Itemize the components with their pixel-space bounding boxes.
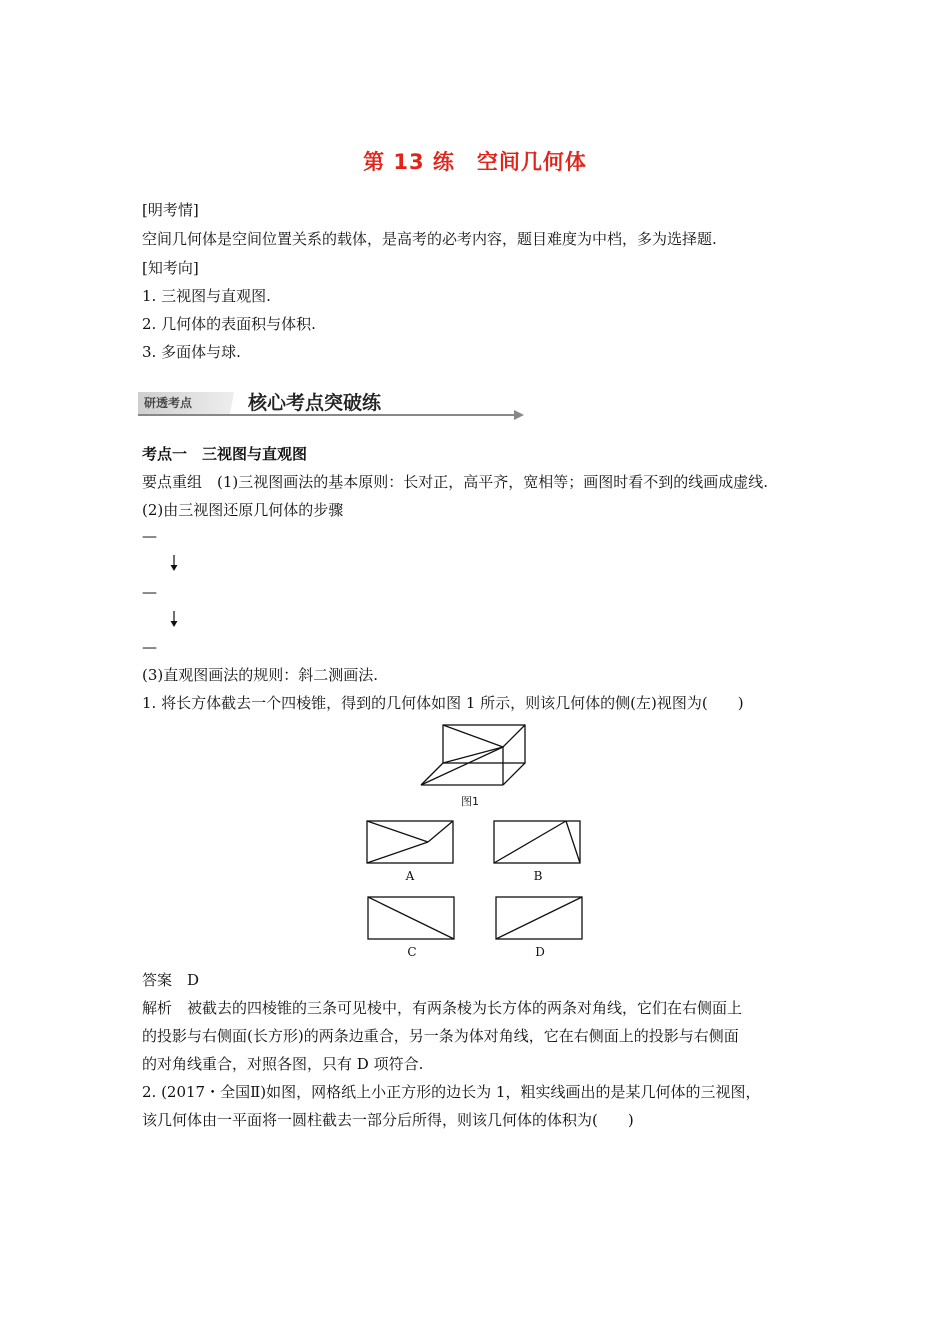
option-d-label: D bbox=[535, 945, 545, 959]
section-banner bbox=[138, 384, 524, 424]
figure-1-solid bbox=[418, 722, 530, 792]
option-b-figure bbox=[493, 820, 581, 864]
option-d-figure bbox=[495, 896, 583, 940]
question-2-line-1: 2. (2017・全国Ⅱ)如图，网格纸上小正方形的边长为 1，粗实线画出的是某几何体的三视图， bbox=[142, 1083, 761, 1101]
ming-label: [明考情] bbox=[142, 201, 199, 219]
analysis-line-3: 的对角线重合，对照各图，只有 D 项符合. bbox=[142, 1055, 424, 1073]
question-2-line-2: 该几何体由一平面将一圆柱截去一部分后所得，则该几何体的体积为( ) bbox=[142, 1111, 634, 1129]
figure-1-caption: 图1 bbox=[461, 795, 479, 808]
banner-heading: 核心考点突破练 bbox=[248, 392, 382, 414]
page-title: 第 13 练 空间几何体 bbox=[363, 150, 587, 174]
option-a-figure bbox=[366, 820, 454, 864]
step-dash-2: — bbox=[142, 583, 157, 601]
down-arrow-icon bbox=[168, 554, 180, 572]
direction-item-2: 2. 几何体的表面积与体积. bbox=[142, 315, 316, 333]
direction-item-3: 3. 多面体与球. bbox=[142, 343, 241, 361]
key-points-line-1: 要点重组 (1)三视图画法的基本原则：长对正，高平齐，宽相等；画图时看不到的线画成虚线. bbox=[142, 473, 769, 491]
option-a-label: A bbox=[405, 869, 415, 883]
option-c-figure bbox=[367, 896, 455, 940]
step-dash-3: — bbox=[142, 638, 157, 656]
ming-text: 空间几何体是空间位置关系的载体，是高考的必考内容，题目难度为中档，多为选择题. bbox=[142, 230, 717, 248]
analysis-line-1: 解析 被截去的四棱锥的三条可见棱中，有两条棱为长方体的两条对角线，它们在右侧面上 bbox=[142, 999, 743, 1017]
zhi-label: [知考向] bbox=[142, 259, 199, 277]
direction-item-1: 1. 三视图与直观图. bbox=[142, 287, 271, 305]
key-points-line-3: (3)直观图画法的规则：斜二测画法. bbox=[142, 666, 379, 684]
option-c-label: C bbox=[407, 945, 417, 959]
answer: 答案 D bbox=[142, 971, 200, 989]
down-arrow-icon bbox=[168, 610, 180, 628]
option-b-label: B bbox=[533, 869, 543, 883]
key-points-line-2: (2)由三视图还原几何体的步骤 bbox=[142, 501, 344, 519]
section-heading: 考点一 三视图与直观图 bbox=[142, 445, 308, 463]
step-dash-1: — bbox=[142, 527, 157, 545]
banner-tag: 研透考点 bbox=[144, 396, 193, 410]
question-1-text: 1. 将长方体截去一个四棱锥，得到的几何体如图 1 所示，则该几何体的侧(左)视图为( ) bbox=[142, 694, 744, 712]
analysis-line-2: 的投影与右侧面(长方形)的两条边重合，另一条为体对角线，它在右侧面上的投影与右侧面 bbox=[142, 1027, 739, 1045]
